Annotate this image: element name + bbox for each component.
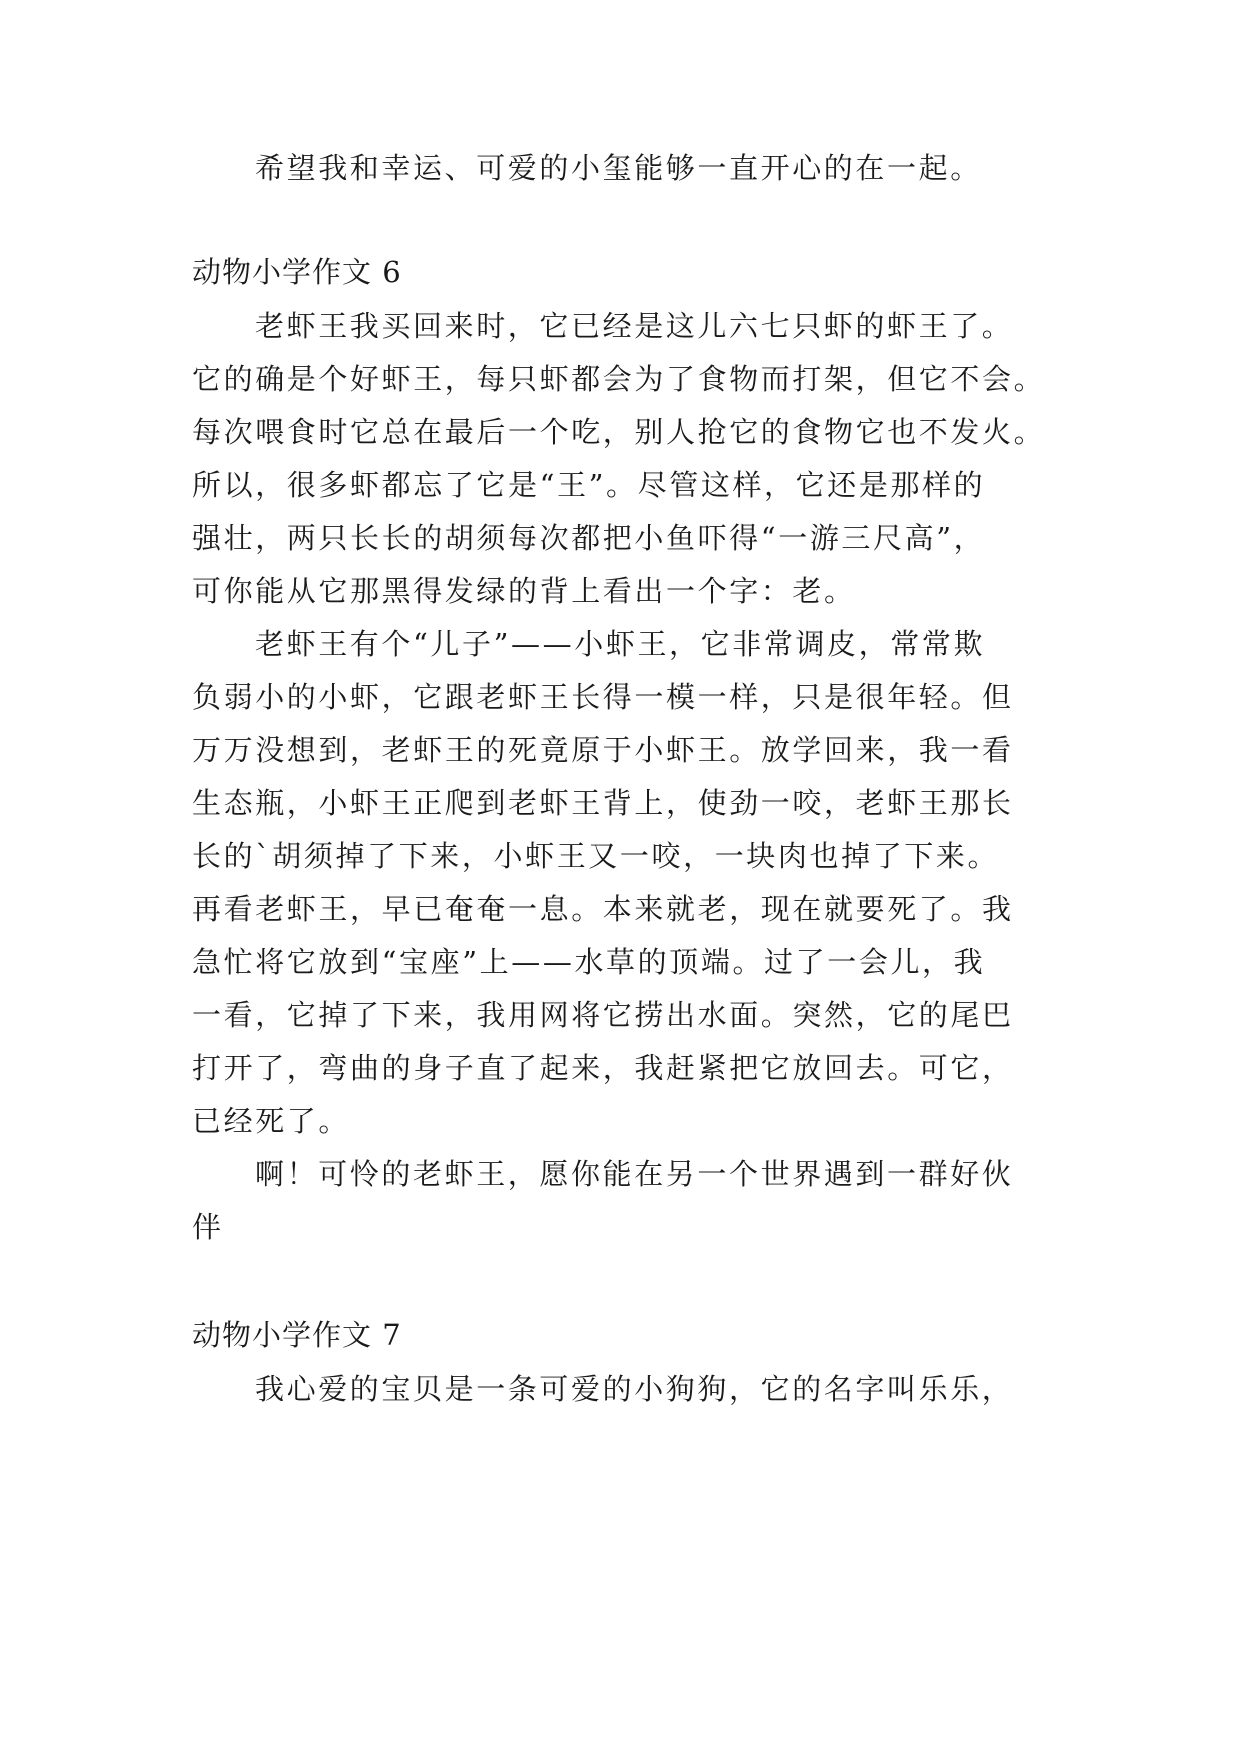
paragraph-line: 它的确是个好虾王，每只虾都会为了食物而打架，但它不会。 xyxy=(192,362,1046,396)
intro-line: 希望我和幸运、可爱的小玺能够一直开心的在一起。 xyxy=(255,151,982,185)
paragraph-line: 老虾王有个“儿子”——小虾王，它非常调皮，常常欺 xyxy=(255,627,986,661)
paragraph-line: 一看，它掉了下来，我用网将它捞出水面。突然，它的尾巴 xyxy=(192,998,1014,1032)
paragraph-line: 啊！可怜的老虾王，愿你能在另一个世界遇到一群好伙 xyxy=(255,1157,1014,1191)
section-heading-7: 动物小学作文 7 xyxy=(192,1318,402,1352)
paragraph-line: 强壮，两只长长的胡须每次都把小鱼吓得“一游三尺高”， xyxy=(192,521,986,555)
paragraph-line: 急忙将它放到“宝座”上——水草的顶端。过了一会儿，我 xyxy=(192,945,986,979)
paragraph-line: 万万没想到，老虾王的死竟原于小虾王。放学回来，我一看 xyxy=(192,733,1014,767)
paragraph-line: 负弱小的小虾，它跟老虾王长得一模一样，只是很年轻。但 xyxy=(192,680,1014,714)
paragraph-line: 每次喂食时它总在最后一个吃，别人抢它的食物它也不发火。 xyxy=(192,415,1046,449)
paragraph-line: 长的`胡须掉了下来，小虾王又一咬，一块肉也掉了下来。 xyxy=(192,839,1000,873)
paragraph-line: 老虾王我买回来时，它已经是这儿六七只虾的虾王了。 xyxy=(255,309,1014,343)
paragraph-line: 我心爱的宝贝是一条可爱的小狗狗，它的名字叫乐乐， xyxy=(255,1372,1014,1406)
section-heading-6: 动物小学作文 6 xyxy=(192,255,402,289)
paragraph-line: 已经死了。 xyxy=(192,1104,351,1138)
paragraph-line: 可你能从它那黑得发绿的背上看出一个字：老。 xyxy=(192,574,856,608)
paragraph-line: 伴 xyxy=(192,1210,224,1244)
paragraph-line: 所以，很多虾都忘了它是“王”。尽管这样，它还是那样的 xyxy=(192,468,986,502)
paragraph-line: 打开了，弯曲的身子直了起来，我赶紧把它放回去。可它， xyxy=(192,1051,1014,1085)
paragraph-line: 生态瓶，小虾王正爬到老虾王背上，使劲一咬，老虾王那长 xyxy=(192,786,1014,820)
paragraph-line: 再看老虾王，早已奄奄一息。本来就老，现在就要死了。我 xyxy=(192,892,1014,926)
